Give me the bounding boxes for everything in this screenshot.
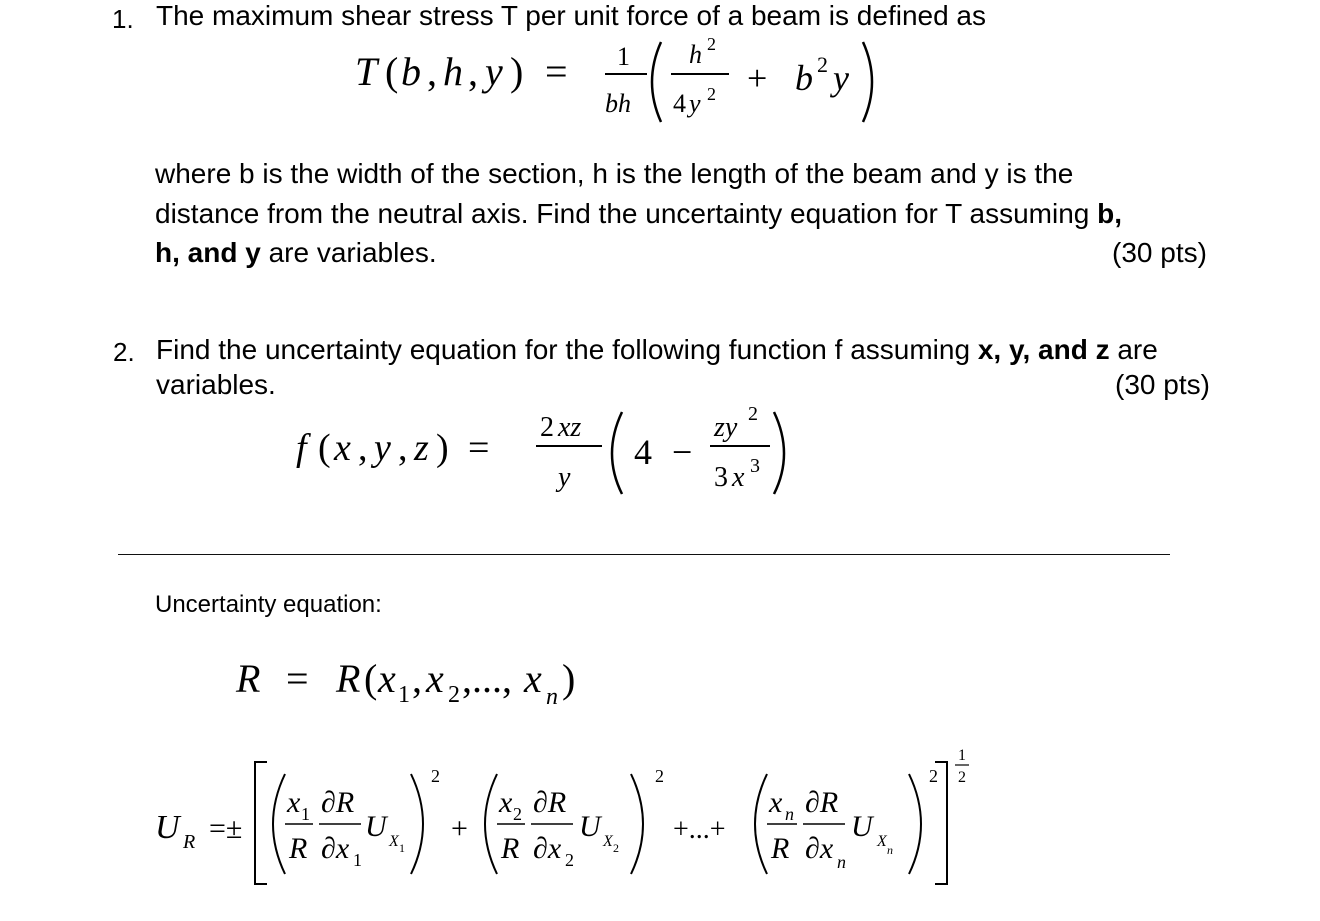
- q2-formula: [296, 398, 816, 498]
- svg-text:3: 3: [750, 455, 760, 477]
- svg-text:y: y: [485, 49, 503, 94]
- q2-line1-end: are: [1109, 334, 1158, 365]
- q2-points: (30 pts): [1115, 369, 1210, 400]
- q2-line2: variables.: [156, 369, 276, 400]
- svg-text:xz: xz: [558, 412, 582, 443]
- svg-text:4: 4: [634, 432, 652, 472]
- svg-text:R: R: [183, 831, 196, 853]
- svg-text:(: (: [385, 49, 399, 94]
- q1-formula: [355, 30, 915, 130]
- svg-text:4: 4: [673, 89, 686, 118]
- svg-text:1: 1: [353, 850, 362, 870]
- svg-text:=: =: [468, 427, 490, 469]
- svg-text:=±: =±: [209, 812, 243, 845]
- svg-text:x: x: [426, 656, 444, 701]
- svg-text:∂R: ∂R: [805, 786, 839, 819]
- svg-text:2: 2: [513, 804, 522, 824]
- svg-text:y: y: [689, 89, 701, 118]
- svg-text:x: x: [378, 656, 396, 701]
- svg-text:,: ,: [427, 49, 437, 94]
- svg-text:x: x: [287, 786, 301, 819]
- svg-text:x: x: [769, 786, 783, 819]
- svg-text:zy: zy: [714, 412, 738, 443]
- svg-text:,: ,: [468, 49, 478, 94]
- svg-text:z: z: [414, 427, 429, 469]
- svg-text:+: +: [747, 58, 768, 98]
- svg-text:x: x: [499, 786, 513, 819]
- svg-text:b: b: [795, 58, 813, 98]
- svg-text:T: T: [355, 49, 378, 94]
- svg-text:R: R: [501, 832, 520, 865]
- svg-text:2: 2: [958, 769, 966, 786]
- svg-text:−: −: [672, 432, 693, 472]
- svg-text:f: f: [296, 427, 307, 469]
- svg-text:X: X: [389, 833, 399, 850]
- svg-text:y: y: [558, 462, 571, 493]
- q1-number: 1.: [112, 4, 134, 34]
- svg-text:h: h: [689, 40, 702, 69]
- svg-text:U: U: [579, 810, 601, 843]
- svg-text:h: h: [443, 49, 463, 94]
- q1-points: (30 pts): [1112, 237, 1207, 268]
- svg-text:=: =: [286, 656, 309, 701]
- svg-text:2: 2: [707, 34, 716, 54]
- q2-line1-text: Find the uncertainty equation for the following function f assuming: [156, 334, 978, 365]
- svg-text:2: 2: [613, 841, 619, 855]
- svg-text:n: n: [546, 684, 558, 710]
- svg-text:R: R: [289, 832, 308, 865]
- svg-text:+...+: +...+: [673, 814, 726, 845]
- q1-desc-line3-text: are variables.: [260, 237, 437, 268]
- svg-text:n: n: [887, 843, 893, 857]
- svg-text:2: 2: [817, 52, 828, 77]
- svg-text:1: 1: [958, 747, 966, 764]
- svg-text:,: ,: [398, 427, 408, 469]
- uncertainty-formula: [155, 740, 995, 900]
- svg-text:2: 2: [448, 682, 460, 708]
- svg-text:,: ,: [358, 427, 368, 469]
- svg-text:,: ,: [412, 656, 422, 701]
- svg-text:U: U: [365, 810, 387, 843]
- section-divider: [118, 554, 1170, 555]
- svg-text:1: 1: [301, 804, 310, 824]
- svg-text:,...,: ,...,: [462, 656, 512, 701]
- svg-text:): ): [510, 49, 524, 94]
- svg-text:2: 2: [748, 403, 758, 425]
- svg-text:U: U: [155, 809, 180, 846]
- svg-text:1: 1: [399, 841, 405, 855]
- svg-text:): ): [436, 427, 449, 469]
- q1-desc-line2-text: distance from the neutral axis. Find the uncertainty equation for T assuming: [155, 198, 1098, 229]
- svg-text:2: 2: [929, 766, 938, 786]
- svg-text:X: X: [603, 833, 613, 850]
- q1-var-b: b,: [1097, 198, 1123, 229]
- r-definition-formula: [232, 648, 672, 714]
- svg-text:U: U: [851, 810, 873, 843]
- svg-text:n: n: [785, 804, 794, 824]
- svg-text:): ): [562, 656, 576, 701]
- q2-vars-xyz: x, y, and z: [977, 334, 1110, 365]
- svg-text:2: 2: [707, 84, 716, 104]
- svg-text:∂R: ∂R: [533, 786, 567, 819]
- svg-text:R: R: [771, 832, 790, 865]
- q1-desc-line2: [155, 194, 1122, 234]
- svg-text:=: =: [545, 49, 568, 94]
- svg-text:y: y: [833, 58, 849, 98]
- svg-text:2: 2: [540, 412, 554, 443]
- svg-text:+: +: [451, 812, 468, 845]
- q1-vars-hy: h, and y: [155, 237, 261, 268]
- svg-text:x: x: [732, 462, 745, 493]
- svg-text:2: 2: [431, 766, 440, 786]
- q1-desc-line3: [155, 233, 437, 273]
- svg-text:∂R: ∂R: [321, 786, 355, 819]
- q1-intro: The maximum shear stress T per unit force of a beam is defined as: [156, 0, 987, 31]
- svg-text:y: y: [374, 427, 391, 469]
- svg-text:1: 1: [617, 42, 630, 71]
- q2-number: 2.: [113, 337, 135, 367]
- svg-text:R: R: [236, 656, 261, 701]
- svg-text:2: 2: [655, 766, 664, 786]
- q1-desc-line1: where b is the width of the section, h is the length of the beam and y is the: [155, 158, 1074, 189]
- svg-text:(: (: [318, 427, 331, 469]
- svg-text:2: 2: [565, 850, 574, 870]
- uncertainty-label: Uncertainty equation:: [155, 591, 382, 618]
- svg-text:R: R: [336, 656, 361, 701]
- svg-text:∂x: ∂x: [533, 832, 562, 865]
- svg-text:b: b: [401, 49, 421, 94]
- svg-text:x: x: [524, 656, 542, 701]
- svg-text:3: 3: [714, 462, 728, 493]
- svg-text:∂x: ∂x: [805, 832, 834, 865]
- svg-text:bh: bh: [605, 89, 631, 118]
- svg-text:(: (: [364, 656, 378, 701]
- q2-line1: [156, 330, 1158, 370]
- svg-text:n: n: [837, 852, 846, 872]
- svg-text:X: X: [877, 833, 887, 850]
- svg-text:∂x: ∂x: [321, 832, 350, 865]
- svg-text:1: 1: [398, 682, 410, 708]
- svg-text:x: x: [334, 427, 351, 469]
